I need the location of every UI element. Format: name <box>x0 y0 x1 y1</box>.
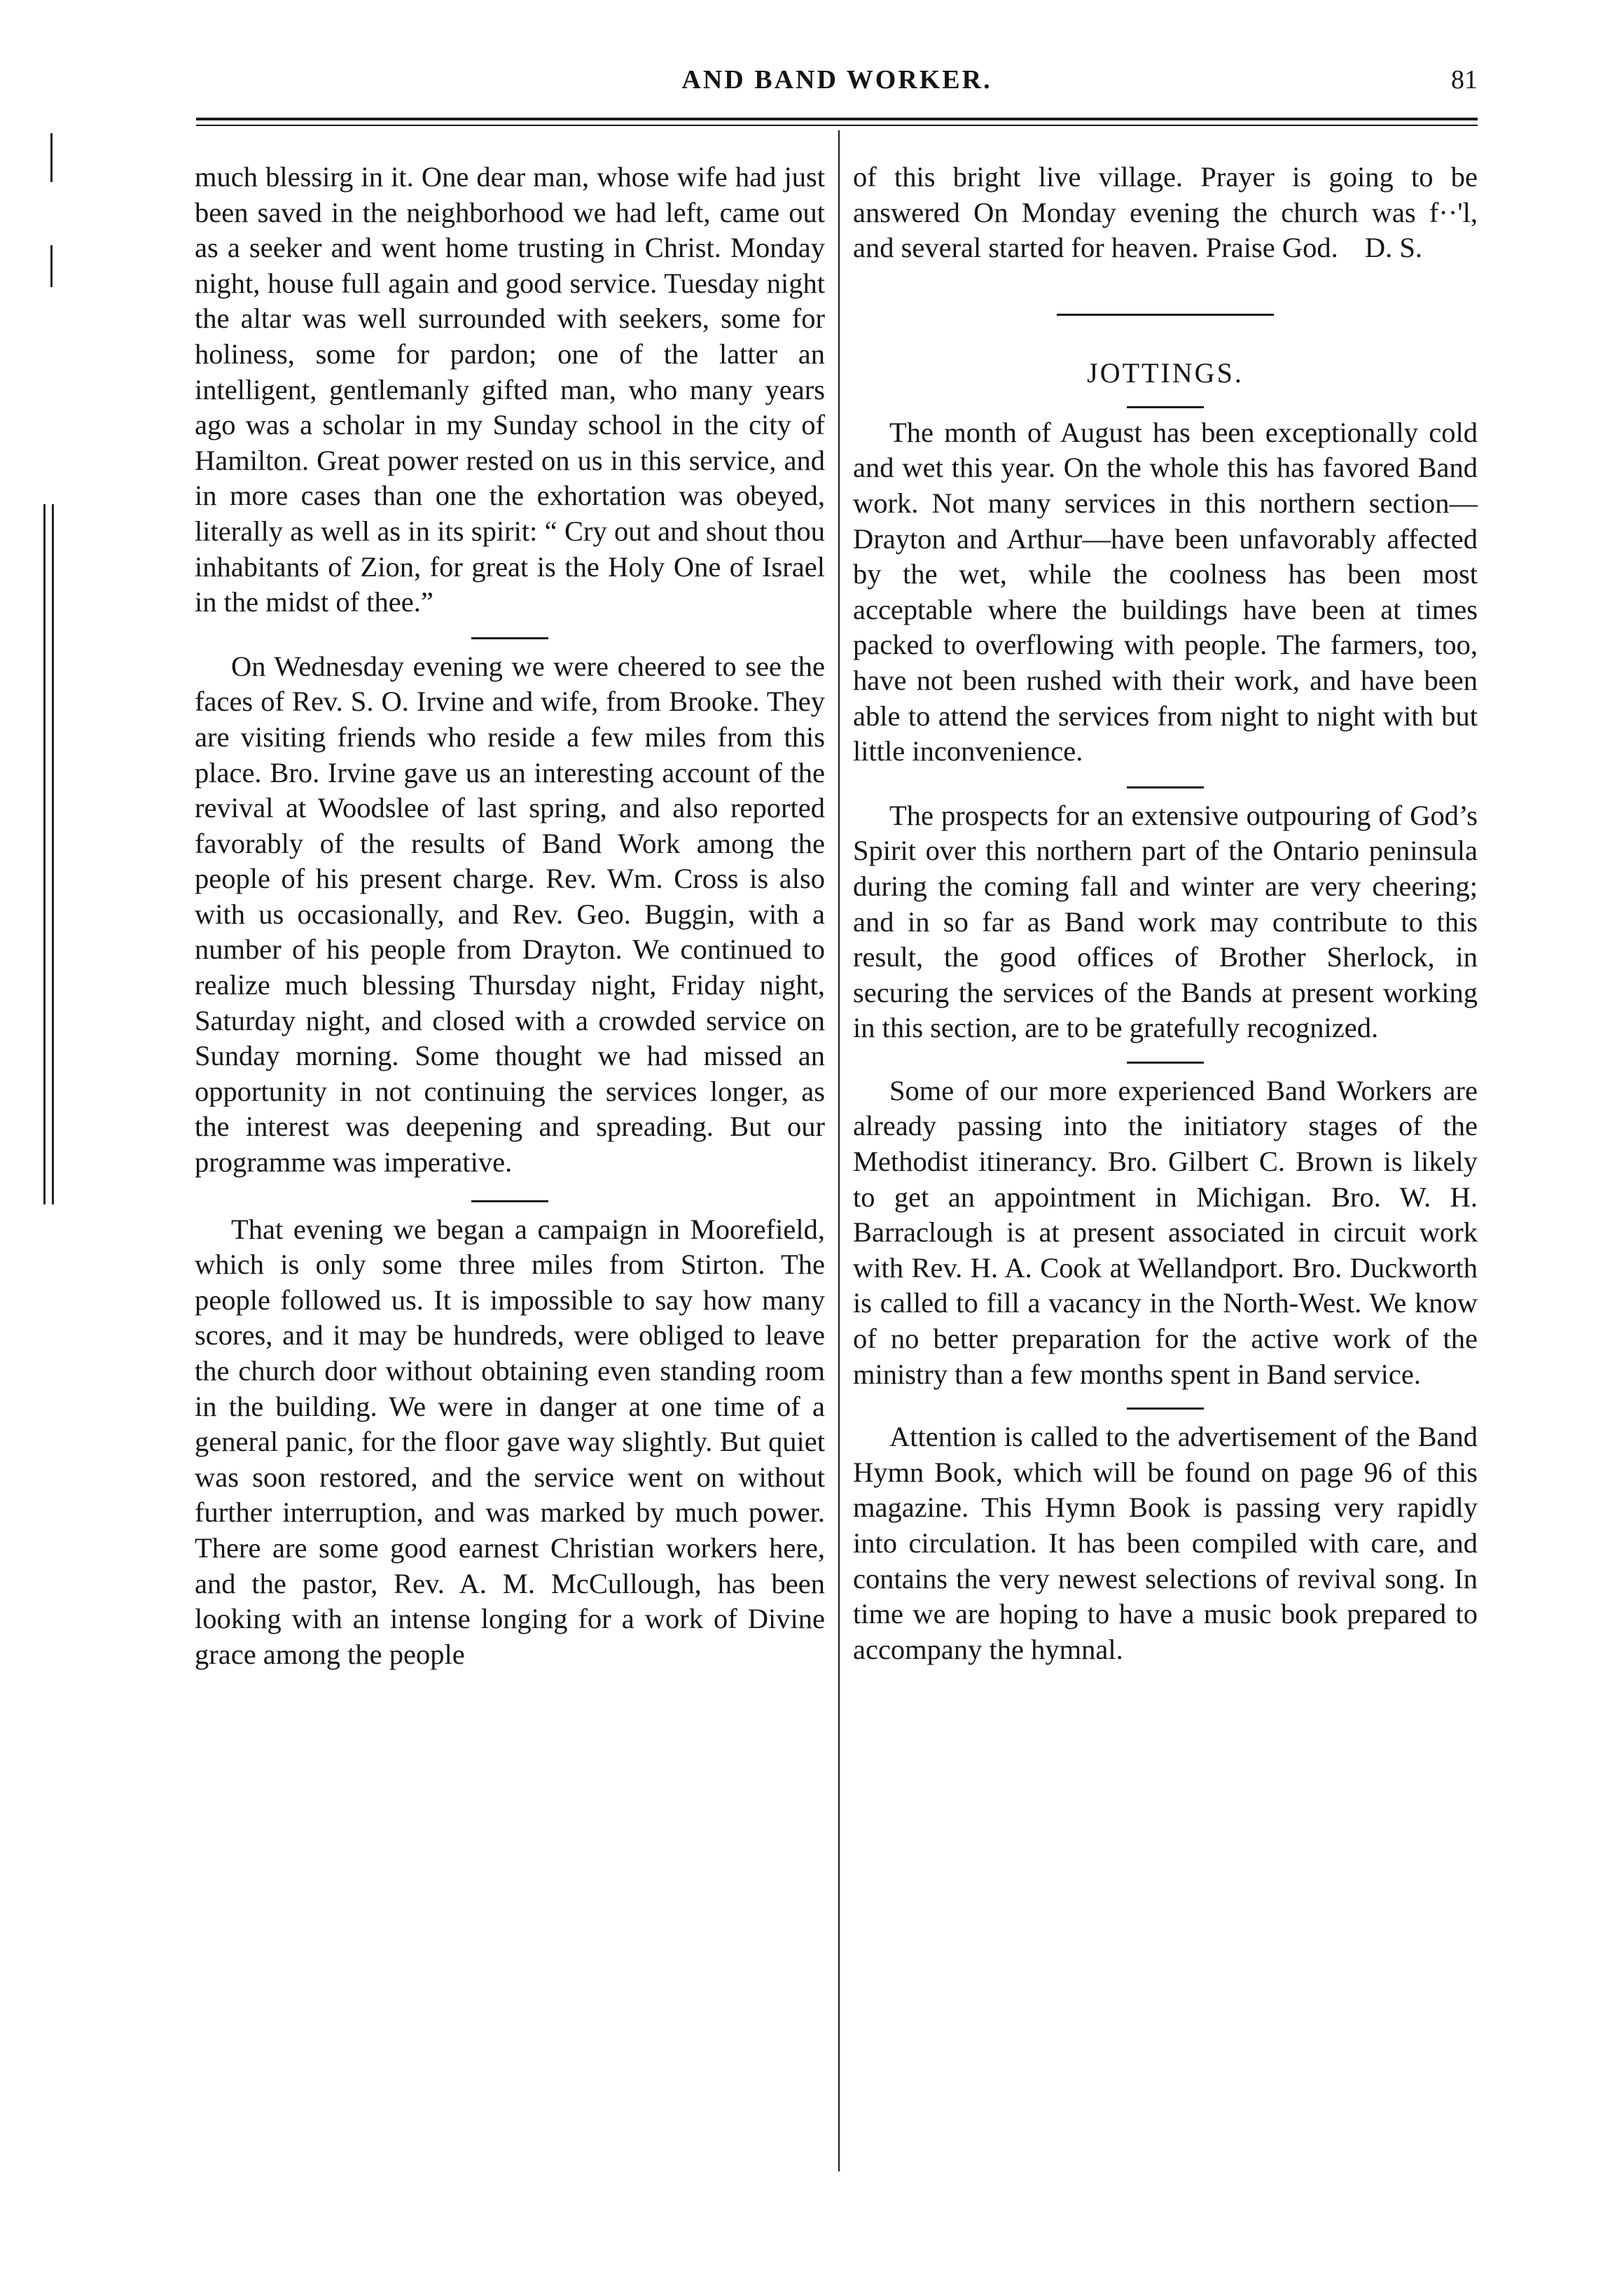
paragraph: Some of our more experienced Band Workers are already passing into the initiatory stages of the Methodist itinerancy. Bro. Gilbert C. Brown is likely to get an appointment in Michigan. Bro. W. H. Barraclough is at present associated in circuit work with Rev. H. A. Cook at Wellandport. Bro. Duckworth is called to fill a vacancy in the North-West. We know of no better preparation for the active work of the ministry than a few months spent in Band service. <box>853 1074 1478 1390</box>
column-divider <box>838 130 840 2171</box>
margin-pencil-line <box>50 133 53 182</box>
section-heading: JOTTINGS. <box>1087 356 1244 389</box>
left-column <box>195 160 825 1672</box>
paragraph: much blessirg in it. One dear man, whose wife had just been saved in the neighborhood we had left, came out as a seeker and went home trusting in Christ. Monday night, house full again and good service. Tuesday night the altar was well surrounded with seekers, some for holiness, some for pardon; one of the latter an intelligent, gentlemanly gifted man, who many years ago was a scholar in my Sunday school in the city of Hamilton. Great power rested on us in this service, and in more cases than one the exhortation was obeyed, literally as well as in its spirit: “ Cry out and shout thou inhabitants of Zion, for great is the Holy One of Israel in the midst of thee.” <box>195 161 825 618</box>
paragraph: The month of August has been exceptionally cold and wet this year. On the whole this has favored Band work. Not many services in this northern section—Drayton and Arthur—have been unfavorably affected by the wet, while the coolness has been most acceptable where the buildings have been at times packed to overflowing with people. The farmers, too, have not been rushed with their work, and have been able to attend the services from night to night with but little inconvenience. <box>853 416 1478 767</box>
running-title: AND BAND WORKER. <box>681 65 992 95</box>
author-signature: D. S. <box>1364 232 1423 264</box>
running-header <box>196 64 1478 113</box>
margin-pencil-line <box>43 504 46 1204</box>
margin-pencil-line <box>50 245 53 287</box>
paragraph: Attention is called to the advertisement of the Band Hymn Book, which will be found on page 96 of this magazine. This Hymn Book is passing very rapidly into circulation. It has been compiled with care, and contains the very newest selections of revival song. In time we are hoping to have a music book prepared to accompany the hymnal. <box>853 1421 1478 1665</box>
paragraph-text: of this bright live village. Prayer is going to be answered On Monday evening the church was f··'l, and several started for heaven. Praise God. <box>853 161 1478 264</box>
header-rule-thin <box>196 125 1478 126</box>
paragraph: That evening we began a campaign in Moorefield, which is only some three miles from Stirton. The people followed us. It is impossible to say how many scores, and it may be hundreds, were obliged to leave the church door without obtaining even standing room in the building. We were in danger at one time of a general panic, for the floor gave way slightly. But quiet was soon restored, and the service went on without further interruption, and was marked by much power. There are some good earnest Christian workers here, and the pastor, Rev. A. M. McCullough, has been looking with an intense longing for a work of Divine grace among the people <box>195 1213 825 1670</box>
right-column <box>853 160 1478 1667</box>
paragraph: The prospects for an extensive outpouring of God’s Spirit over this northern part of the Ontario peninsula during the coming fall and winter are very cheering; and in so far as Band work may contribute to this result, the good offices of Brother Sherlock, in securing the services of the Bands at present working in this section, are to be gratefully recognized. <box>853 799 1478 1044</box>
page-number: 81 <box>1451 65 1478 95</box>
paragraph: On Wednesday evening we were cheered to see the faces of Rev. S. O. Irvine and wife, from Brooke. They are visiting friends who reside a few miles from this place. Bro. Irvine gave us an interesting account of the revival at Woodslee of last spring, and also reported favorably of the results of Band Work among the people of his present charge. Rev. Wm. Cross is also with us occasionally, and Rev. Geo. Buggin, with a number of his people from Drayton. We continued to realize much blessing Thursday night, Friday night, Saturday night, and closed with a crowded service on Sunday morning. Some thought we had missed an opportunity in not continuing the services longer, as the interest was deepening and spreading. But our programme was imperative. <box>195 650 825 1179</box>
paragraph <box>853 160 1478 266</box>
header-rule <box>196 118 1478 120</box>
margin-pencil-line <box>52 504 54 1204</box>
